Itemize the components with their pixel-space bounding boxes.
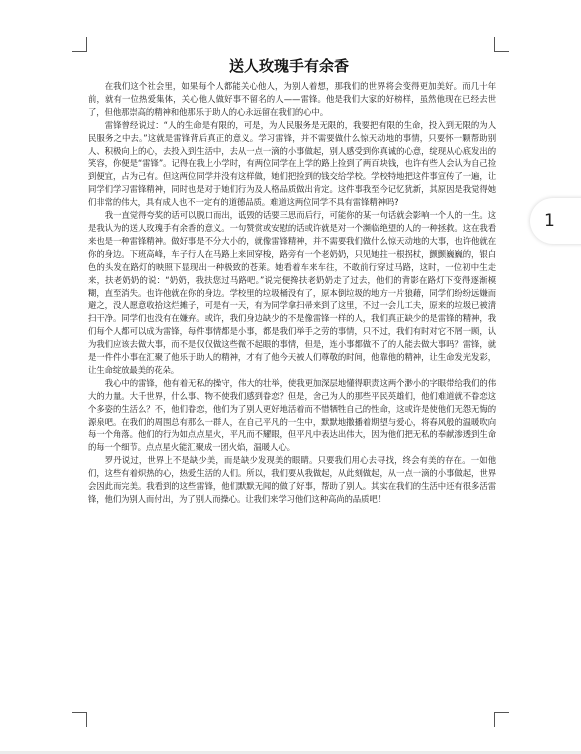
- paragraph: 雷锋曾经说过：“人的生命是有限的，可是，为人民服务是无限的，我要把有限的生命，投入到无限的为人民服务之中去。”这就是雷锋背后真正的意义。学习雷锋，并不需要做什么惊天动地的事情，只要怀一颗帮助别人、积极向上的心，去投入到生活中，去从一点一滴的小事做起，别人感受到你真诚的心意，绽现从心底发出的笑容，你便是“雷锋”。记得在我上小学时，有两位同学在上学的路上捡到了两百块钱，也许有些人会认为自己捡到便宜，占为己有。但这两位同学并没有这样做，她们把捡到的钱交给学校。学校特地把这件事宣传了一遍，让同学们学习雷锋精神，同时也是对于她们行为及人格品质做出肯定。这件事我至今记忆犹新，其原因是我觉得她们非常的伟大，具有成人也不一定有的道德品质。难道这两位同学不具有雷锋精神吗?: [88, 119, 496, 208]
- paragraph: 罗丹说过，世界上不是缺少美，而是缺少发现美的眼睛。只要我们用心去寻找，终会有美的存在。一如他们，这些有着炽热的心，热爱生活的人们。所以，我们要从我做起，从此刻做起，从一点一滴的小事做起，世界会因此而完美。我看到的这些雷锋，他们默默无闻的做了好事，帮助了别人。其实在我们的生活中还有很多活雷锋，他们为别人而付出，为了别人而操心。让我们来学习他们这种高尚的品质吧！: [88, 455, 496, 504]
- crop-mark-top-right: [494, 37, 509, 52]
- document-title: 送人玫瑰手有余香: [228, 57, 349, 75]
- crop-mark-bottom-left: [72, 712, 87, 727]
- crop-mark-top-left: [72, 37, 87, 52]
- page-number: 1: [544, 211, 555, 231]
- crop-mark-bottom-right: [494, 712, 509, 727]
- paragraph: 在我们这个社会里，如果每个人都能关心他人，为别人着想，那我们的世界将会变得更加美好。而几十年前，就有一位热爱集体，关心他人做好事不留名的人——雷锋。他是我们大家的好榜样，虽然他现在已经去世了，但他那崇高的精神和他那乐于助人的心永远留在我们的心中。: [88, 81, 496, 117]
- paragraph: 我一直觉得夸奖的话可以脱口而出，诋毁的话要三思而后行，可能你的某一句话就会影响一个人的一生。这是我认为的送人玫瑰手有余香的意义。一句赞赏或安慰的话或许就是对一个濒临绝望的人的一种拯救。这在我看来也是一种雷锋精神。做好事是不分大小的，就像雷锋精神，并不需要我们做什么惊天动地的大事，也许他就在你的身边。下班高峰，车子行人在马路上来回穿梭，路旁有一个老奶奶，只见她拄一根拐杖，颤颤巍巍的，银白色的头发在路灯的映照下显现出一种极致的苍莱。她看着车来车往，不敢前行穿过马路，这时，一位初中生走来，扶老奶奶的说：“奶奶，我扶您过马路吧。”说完便搀扶老奶奶走了过去，他们的背影在路灯下变得逐渐模糊，直至消失。也许他就在你的身边。学校里的垃圾桶没有了，原本倒垃圾的地方一片狼藉，同学们纷纷远嫌而避之，没人愿意收拾这烂摊子，可是有一天，有为同学拿扫帚来到了这里，不过一会儿工夫，原来的垃圾已被清扫干净。同学们也没有在嫌弃。或许，我们身边缺少的不是像雷锋一样的人，我们真正缺少的是雷锋的精神，我们每个人都可以成为雷锋，每件事情都是小事，都是我们举手之劳的事情，只不过，我们有时对它不屑一顾，认为我们应该去做大事，而不是仅仅做这些微不起眼的事情，但是，连小事都做不了的人能去做大事吗？雷锋，就是一件件小事在汇聚了他乐于助人的精神，才有了他今天被人们尊敬的时间，他靠他的精神，让生命发光发彩，让生命绽放最美的花朵。: [88, 210, 496, 375]
- document-body: [88, 80, 496, 506]
- paragraph: 我心中的雷锋，他有着无私的操守，伟大的壮举，使我更加深层地懂得职责这两个渺小的字眼带给我们的伟大的力量。大千世界，什么事、物不使我们感到眷恋？但是，舍己为人的那些平民英雄们，他们难道就不眷恋这个多姿的生活么？不，他们眷恋，他们为了别人更好地活着而不惜牺牲自己的性命，这或许是使他们无怨无悔的源泉吧。在我们的周围总有那么一群人，在自己平凡的一生中，默默地撒播着期望与爱心，将春风般的温暖吹向每一个角落。他们的行为如点点星火，平凡而不耀眼，但平凡中表达出伟大，因为他们把无私的奉献渗透到生命的每一个细节。点点星火能汇聚成一团火焰，温暖人心。: [88, 377, 496, 453]
- page-number-indicator[interactable]: [530, 198, 581, 244]
